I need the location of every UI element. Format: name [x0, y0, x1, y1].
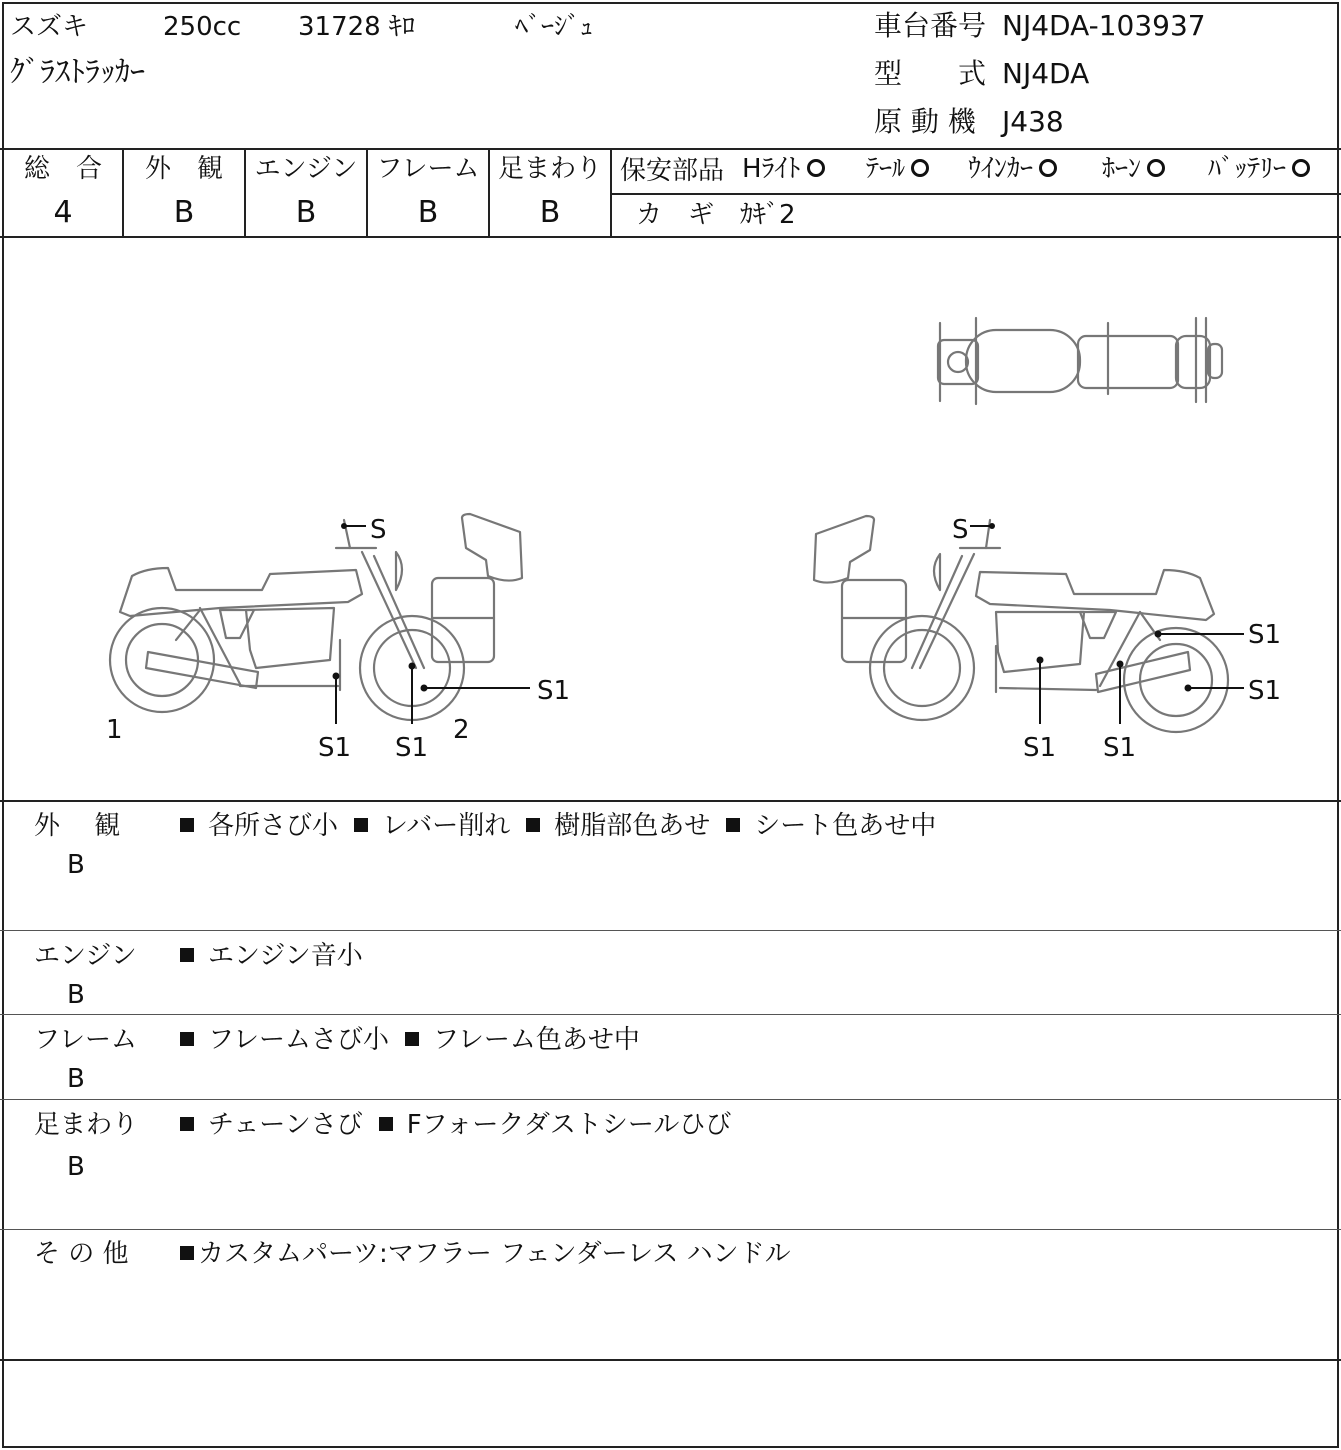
- section-other-items: カスタムパーツ:マフラー フェンダーレス ハンドル: [180, 1241, 791, 1267]
- ok-circle-icon: [911, 159, 929, 177]
- square-bullet-icon: [405, 1032, 419, 1046]
- grade-engine-label: エンジン: [254, 154, 358, 184]
- defect-item: エンジン音小: [180, 941, 363, 971]
- section-suspension-items: [180, 1112, 747, 1138]
- chassis-value: NJ4DA-103937: [1002, 9, 1206, 42]
- safety-headlight: Hﾗｲﾄ: [742, 156, 825, 182]
- section-exterior-label: 外 観: [34, 811, 121, 841]
- section-divider: [0, 1229, 1341, 1230]
- section-frame-grade: B: [67, 1064, 85, 1094]
- left-s-top: S: [370, 515, 387, 545]
- key-label: カ ギ: [636, 200, 715, 230]
- model-name: ｸﾞﾗｽﾄﾗｯｶｰ: [10, 55, 145, 90]
- maker: スズキ: [10, 12, 89, 42]
- safety-divider: [612, 193, 1341, 195]
- section-frame-items: [180, 1027, 656, 1053]
- defect-item: Fフォークダストシールひび: [379, 1110, 732, 1140]
- section-divider: [0, 930, 1341, 931]
- left-num-2: 2: [453, 715, 470, 745]
- right-s1-upper: S1: [1248, 620, 1282, 650]
- defect-item: チェーンさび: [180, 1110, 363, 1140]
- right-s-top: S: [952, 515, 969, 545]
- safety-label: 保安部品: [620, 156, 725, 186]
- square-bullet-icon: [180, 1032, 194, 1046]
- header-divider: [0, 148, 1341, 150]
- grade-overall-value: 4: [53, 195, 73, 230]
- ok-circle-icon: [1292, 159, 1310, 177]
- section-engine-label: エンジン: [34, 941, 137, 971]
- square-bullet-icon: [526, 818, 540, 832]
- engine-label: 原 動 機: [874, 105, 976, 138]
- grade-exterior-label: 外 観: [144, 154, 223, 184]
- type-label: 型 式: [874, 57, 987, 90]
- grade-suspension-label: 足まわり: [497, 154, 602, 184]
- safety-horn: ﾎｰﾝ: [1102, 156, 1165, 182]
- grade-exterior-value: B: [173, 195, 195, 230]
- section-engine-items: [180, 943, 379, 969]
- section-engine-grade: B: [67, 980, 85, 1010]
- left-num-1: 1: [106, 715, 123, 745]
- safety-tail: ﾃｰﾙ: [866, 156, 929, 182]
- square-bullet-icon: [354, 818, 368, 832]
- safety-winker: ｳｲﾝｶｰ: [968, 156, 1057, 182]
- square-bullet-icon: [726, 818, 740, 832]
- right-s1-lower: S1: [1248, 676, 1282, 706]
- ok-circle-icon: [1039, 159, 1057, 177]
- defect-item: レバー削れ: [354, 811, 510, 841]
- ok-circle-icon: [807, 159, 825, 177]
- type-value: NJ4DA: [1002, 57, 1090, 90]
- section-divider: [0, 1099, 1341, 1100]
- square-bullet-icon: [180, 1246, 194, 1260]
- square-bullet-icon: [379, 1117, 393, 1131]
- section-suspension-label: 足まわり: [34, 1110, 139, 1140]
- displacement: 250cc: [163, 12, 242, 42]
- grade-overall-label: 総 合: [23, 154, 102, 184]
- square-bullet-icon: [180, 948, 194, 962]
- section-other-label: そ の 他: [34, 1239, 129, 1269]
- engine-value: J438: [1002, 105, 1064, 138]
- motorcycle-diagram: [0, 238, 1341, 800]
- right-s1-bottom-a: S1: [1023, 733, 1057, 763]
- safety-battery: ﾊﾞｯﾃﾘｰ: [1208, 156, 1310, 182]
- left-s1-bottom-b: S1: [395, 733, 429, 763]
- grade-suspension-value: B: [539, 195, 561, 230]
- section-suspension-grade: B: [67, 1152, 85, 1182]
- section-exterior-grade: B: [67, 850, 85, 880]
- defect-item: シート色あせ中: [726, 811, 936, 841]
- section-frame-label: フレーム: [34, 1025, 137, 1055]
- mileage: 31728 ｷﾛ: [298, 12, 415, 42]
- right-damage-leaders: [970, 523, 1244, 724]
- square-bullet-icon: [180, 818, 194, 832]
- square-bullet-icon: [180, 1117, 194, 1131]
- left-s1-bottom-a: S1: [318, 733, 352, 763]
- color: ﾍﾞｰｼﾞｭ: [515, 12, 594, 42]
- defect-item: 樹脂部色あせ: [526, 811, 710, 841]
- defect-item: フレームさび小: [180, 1025, 389, 1055]
- right-s1-bottom-b: S1: [1103, 733, 1137, 763]
- diagram-divider: [0, 800, 1341, 802]
- section-divider: [0, 1014, 1341, 1015]
- section-exterior-items: [180, 813, 952, 839]
- grade-frame-label: フレーム: [376, 154, 480, 184]
- bike-left-side-icon: [110, 514, 522, 720]
- bike-top-view-icon: [938, 318, 1222, 404]
- defect-item: フレーム色あせ中: [405, 1025, 640, 1055]
- ok-circle-icon: [1147, 159, 1165, 177]
- key-value: ｶｷﾞ2: [740, 200, 796, 230]
- grade-frame-value: B: [417, 195, 439, 230]
- left-s1-right: S1: [537, 676, 571, 706]
- footer-divider: [0, 1359, 1341, 1361]
- chassis-label: 車台番号: [874, 9, 987, 42]
- bike-right-side-icon: [814, 516, 1228, 732]
- grade-engine-value: B: [295, 195, 317, 230]
- defect-item: 各所さび小: [180, 811, 338, 841]
